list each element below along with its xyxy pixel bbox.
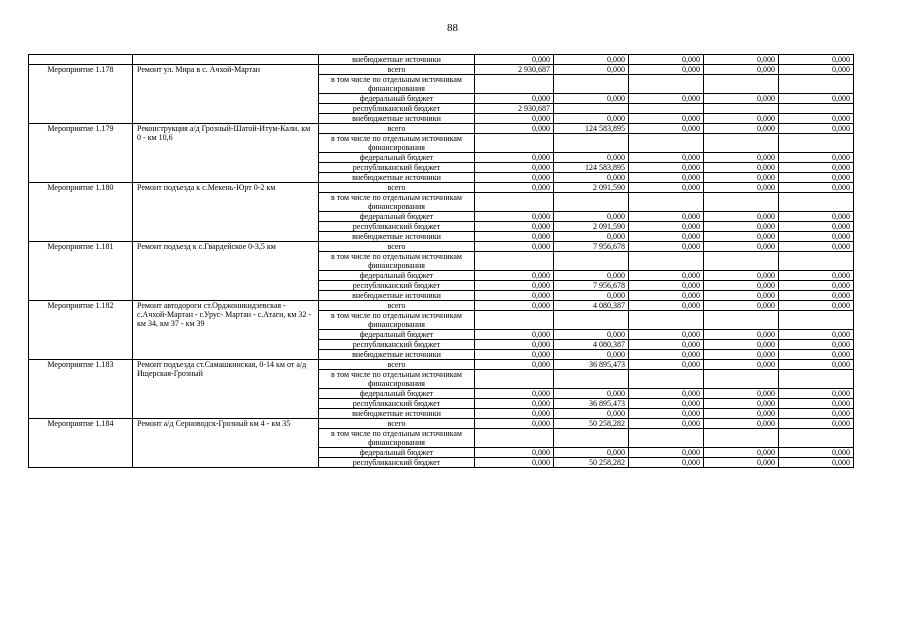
value-cell (475, 75, 554, 94)
value-cell: 0,000 (554, 330, 629, 340)
value-cell: 0,000 (704, 350, 779, 360)
value-cell: 0,000 (629, 212, 704, 222)
value-cell: 0,000 (554, 173, 629, 183)
value-cell: 0,000 (554, 153, 629, 163)
value-cell: 2 091,590 (554, 222, 629, 232)
value-cell: 0,000 (779, 419, 854, 429)
funding-source: федеральный бюджет (319, 389, 475, 399)
funding-source: внебюджетные источники (319, 114, 475, 124)
measure-label: Мероприятие 1.181 (29, 242, 133, 301)
value-cell: 0,000 (475, 409, 554, 419)
funding-source: в том числе по отдельным источникам финансирования (319, 75, 475, 94)
value-cell: 0,000 (475, 448, 554, 458)
value-cell (629, 104, 704, 114)
value-cell: 0,000 (475, 232, 554, 242)
value-cell: 0,000 (629, 330, 704, 340)
value-cell: 0,000 (779, 448, 854, 458)
value-cell: 0,000 (475, 399, 554, 409)
value-cell: 0,000 (704, 65, 779, 75)
value-cell: 0,000 (629, 271, 704, 281)
value-cell: 0,000 (629, 124, 704, 134)
value-cell: 0,000 (704, 173, 779, 183)
budget-table-body (29, 55, 854, 468)
value-cell: 0,000 (629, 173, 704, 183)
value-cell: 0,000 (779, 350, 854, 360)
value-cell (475, 429, 554, 448)
value-cell (475, 370, 554, 389)
measure-title: Ремонт автодороги ст.Орджоникидзевская - с.Ачхой-Мартан - г.Урус- Мартан - с.Атаги, км 32 - км 34, км 37 - км 39 (133, 301, 319, 360)
value-cell: 0,000 (629, 448, 704, 458)
measure-title: Реконструкция а/д Грозный-Шатой-Итум-Кали. км 0 - км 10,6 (133, 124, 319, 183)
value-cell: 0,000 (475, 350, 554, 360)
measure-title: Ремонт подъезда к с.Мекень-Юрт 0-2 км (133, 183, 319, 242)
funding-source-cell: внебюджетные источники (319, 55, 475, 65)
value-cell: 124 583,895 (554, 163, 629, 173)
funding-source: республиканский бюджет (319, 340, 475, 350)
value-cell (779, 134, 854, 153)
value-cell: 0,000 (554, 291, 629, 301)
value-cell: 0,000 (475, 389, 554, 399)
value-cell: 0,000 (779, 330, 854, 340)
funding-source: федеральный бюджет (319, 94, 475, 104)
funding-source: внебюджетные источники (319, 291, 475, 301)
funding-source: всего (319, 360, 475, 370)
funding-source: республиканский бюджет (319, 222, 475, 232)
value-cell: 4 080,387 (554, 301, 629, 311)
value-cell: 0,000 (475, 301, 554, 311)
value-cell (475, 193, 554, 212)
measure-label-cell (29, 55, 133, 65)
value-cell (629, 134, 704, 153)
value-cell: 0,000 (629, 55, 704, 65)
table-row (29, 301, 854, 311)
measure-label: Мероприятие 1.184 (29, 419, 133, 468)
value-cell: 0,000 (779, 409, 854, 419)
value-cell (704, 311, 779, 330)
value-cell: 0,000 (629, 458, 704, 468)
funding-source: в том числе по отдельным источникам финансирования (319, 193, 475, 212)
value-cell: 0,000 (475, 242, 554, 252)
table-row (29, 242, 854, 252)
funding-source: республиканский бюджет (319, 281, 475, 291)
value-cell (629, 252, 704, 271)
value-cell (554, 193, 629, 212)
value-cell: 0,000 (779, 232, 854, 242)
funding-source: всего (319, 183, 475, 193)
measure-title: Ремонт ул. Мира в с. Ачхой-Мартан (133, 65, 319, 124)
value-cell: 0,000 (779, 65, 854, 75)
value-cell: 0,000 (704, 419, 779, 429)
value-cell: 0,000 (779, 458, 854, 468)
value-cell (704, 193, 779, 212)
value-cell: 0,000 (704, 448, 779, 458)
value-cell: 0,000 (779, 360, 854, 370)
funding-source: в том числе по отдельным источникам финансирования (319, 370, 475, 389)
value-cell: 0,000 (704, 409, 779, 419)
value-cell: 4 080,387 (554, 340, 629, 350)
value-cell: 0,000 (779, 94, 854, 104)
value-cell: 0,000 (704, 301, 779, 311)
value-cell: 0,000 (554, 350, 629, 360)
value-cell: 0,000 (704, 360, 779, 370)
value-cell: 0,000 (475, 94, 554, 104)
value-cell: 50 258,282 (554, 458, 629, 468)
value-cell: 0,000 (475, 360, 554, 370)
value-cell (704, 370, 779, 389)
value-cell: 0,000 (554, 114, 629, 124)
value-cell (704, 75, 779, 94)
value-cell: 0,000 (475, 124, 554, 134)
funding-source: всего (319, 301, 475, 311)
funding-source: внебюджетные источники (319, 173, 475, 183)
funding-source: республиканский бюджет (319, 399, 475, 409)
value-cell: 0,000 (704, 163, 779, 173)
value-cell (704, 134, 779, 153)
value-cell: 0,000 (554, 389, 629, 399)
funding-source: федеральный бюджет (319, 212, 475, 222)
value-cell: 0,000 (704, 242, 779, 252)
value-cell: 0,000 (779, 55, 854, 65)
measure-title: Ремонт подъезда ст.Самашкинская, 0-14 км от а/д Ищерская-Грозный (133, 360, 319, 419)
value-cell: 0,000 (629, 232, 704, 242)
value-cell: 0,000 (475, 55, 554, 65)
funding-source: всего (319, 65, 475, 75)
value-cell (475, 311, 554, 330)
value-cell: 0,000 (779, 173, 854, 183)
value-cell: 0,000 (779, 242, 854, 252)
value-cell: 0,000 (554, 271, 629, 281)
value-cell: 0,000 (629, 350, 704, 360)
value-cell: 0,000 (779, 222, 854, 232)
funding-source: федеральный бюджет (319, 330, 475, 340)
value-cell (554, 311, 629, 330)
value-cell (629, 370, 704, 389)
value-cell: 0,000 (475, 173, 554, 183)
value-cell: 0,000 (554, 409, 629, 419)
value-cell (475, 252, 554, 271)
value-cell: 0,000 (704, 94, 779, 104)
value-cell: 0,000 (475, 183, 554, 193)
value-cell: 0,000 (779, 301, 854, 311)
value-cell (629, 193, 704, 212)
value-cell: 7 956,678 (554, 242, 629, 252)
value-cell (779, 75, 854, 94)
value-cell (629, 311, 704, 330)
value-cell: 0,000 (475, 114, 554, 124)
funding-source: федеральный бюджет (319, 271, 475, 281)
value-cell (704, 429, 779, 448)
value-cell: 0,000 (704, 281, 779, 291)
value-cell (554, 75, 629, 94)
value-cell: 0,000 (554, 55, 629, 65)
value-cell: 0,000 (779, 340, 854, 350)
value-cell (779, 104, 854, 114)
value-cell: 0,000 (475, 153, 554, 163)
value-cell: 0,000 (704, 271, 779, 281)
value-cell: 0,000 (629, 114, 704, 124)
value-cell: 0,000 (629, 153, 704, 163)
value-cell: 0,000 (629, 340, 704, 350)
value-cell: 0,000 (554, 212, 629, 222)
value-cell: 0,000 (629, 222, 704, 232)
funding-source: внебюджетные источники (319, 409, 475, 419)
value-cell: 0,000 (629, 183, 704, 193)
page-number: 88 (447, 22, 458, 34)
value-cell: 0,000 (779, 153, 854, 163)
funding-source: в том числе по отдельным источникам финансирования (319, 311, 475, 330)
funding-source: внебюджетные источники (319, 350, 475, 360)
value-cell: 0,000 (704, 55, 779, 65)
value-cell (704, 104, 779, 114)
value-cell: 0,000 (475, 330, 554, 340)
value-cell: 36 895,473 (554, 360, 629, 370)
value-cell: 0,000 (779, 124, 854, 134)
value-cell: 0,000 (779, 271, 854, 281)
value-cell: 0,000 (475, 163, 554, 173)
value-cell: 36 895,473 (554, 399, 629, 409)
value-cell: 0,000 (475, 291, 554, 301)
value-cell: 124 583,895 (554, 124, 629, 134)
value-cell (475, 134, 554, 153)
value-cell: 0,000 (475, 419, 554, 429)
value-cell: 50 258,282 (554, 419, 629, 429)
funding-source: всего (319, 242, 475, 252)
measure-title-cell (133, 55, 319, 65)
measure-label: Мероприятие 1.178 (29, 65, 133, 124)
funding-source: в том числе по отдельным источникам финансирования (319, 429, 475, 448)
funding-source: всего (319, 419, 475, 429)
value-cell: 0,000 (629, 419, 704, 429)
table-row (29, 124, 854, 134)
value-cell (554, 429, 629, 448)
value-cell: 0,000 (779, 114, 854, 124)
measure-title: Ремонт подъезд к с.Гвардейское 0-3,5 км (133, 242, 319, 301)
value-cell: 0,000 (704, 291, 779, 301)
value-cell (779, 252, 854, 271)
value-cell: 0,000 (629, 389, 704, 399)
value-cell: 0,000 (629, 242, 704, 252)
value-cell: 0,000 (475, 212, 554, 222)
table-row (29, 419, 854, 429)
value-cell: 0,000 (475, 340, 554, 350)
table-row (29, 183, 854, 193)
value-cell: 0,000 (475, 281, 554, 291)
measure-label: Мероприятие 1.182 (29, 301, 133, 360)
table-row (29, 65, 854, 75)
value-cell: 0,000 (475, 458, 554, 468)
value-cell: 0,000 (704, 399, 779, 409)
funding-source: в том числе по отдельным источникам финансирования (319, 252, 475, 271)
funding-source: республиканский бюджет (319, 458, 475, 468)
value-cell (629, 429, 704, 448)
value-cell (704, 252, 779, 271)
value-cell: 2 930,687 (475, 65, 554, 75)
funding-source: федеральный бюджет (319, 448, 475, 458)
value-cell: 0,000 (629, 399, 704, 409)
value-cell: 0,000 (629, 65, 704, 75)
value-cell: 0,000 (779, 399, 854, 409)
value-cell: 0,000 (704, 330, 779, 340)
value-cell: 0,000 (629, 281, 704, 291)
value-cell: 0,000 (554, 94, 629, 104)
value-cell: 0,000 (629, 94, 704, 104)
value-cell: 0,000 (704, 124, 779, 134)
value-cell: 0,000 (629, 360, 704, 370)
budget-table (28, 54, 854, 468)
value-cell: 0,000 (779, 389, 854, 399)
value-cell: 0,000 (704, 222, 779, 232)
measure-label: Мероприятие 1.179 (29, 124, 133, 183)
table-row (29, 360, 854, 370)
value-cell (554, 134, 629, 153)
funding-source: федеральный бюджет (319, 153, 475, 163)
value-cell: 0,000 (704, 389, 779, 399)
value-cell (629, 75, 704, 94)
table-row (29, 55, 854, 65)
value-cell: 0,000 (704, 114, 779, 124)
value-cell: 0,000 (629, 301, 704, 311)
value-cell: 0,000 (554, 448, 629, 458)
measure-label: Мероприятие 1.183 (29, 360, 133, 419)
value-cell: 0,000 (779, 163, 854, 173)
value-cell (779, 429, 854, 448)
value-cell: 0,000 (779, 212, 854, 222)
value-cell: 0,000 (704, 153, 779, 163)
value-cell (779, 193, 854, 212)
measure-title: Ремонт а/д Серноводск-Грозный км 4 - км 35 (133, 419, 319, 468)
value-cell: 0,000 (779, 281, 854, 291)
value-cell (554, 104, 629, 114)
funding-source: внебюджетные источники (319, 232, 475, 242)
value-cell: 0,000 (629, 409, 704, 419)
value-cell: 0,000 (779, 291, 854, 301)
value-cell: 0,000 (629, 163, 704, 173)
value-cell: 0,000 (704, 340, 779, 350)
value-cell (554, 252, 629, 271)
value-cell: 0,000 (779, 183, 854, 193)
value-cell: 2 091,590 (554, 183, 629, 193)
measure-label: Мероприятие 1.180 (29, 183, 133, 242)
value-cell: 0,000 (629, 291, 704, 301)
value-cell (779, 370, 854, 389)
funding-source: всего (319, 124, 475, 134)
funding-source: республиканский бюджет (319, 104, 475, 114)
value-cell (554, 370, 629, 389)
value-cell: 0,000 (704, 212, 779, 222)
value-cell: 0,000 (554, 65, 629, 75)
value-cell: 0,000 (554, 232, 629, 242)
funding-source: республиканский бюджет (319, 163, 475, 173)
funding-source: в том числе по отдельным источникам финансирования (319, 134, 475, 153)
value-cell: 0,000 (704, 232, 779, 242)
value-cell: 0,000 (475, 271, 554, 281)
value-cell: 0,000 (475, 222, 554, 232)
value-cell: 7 956,678 (554, 281, 629, 291)
value-cell: 2 930,687 (475, 104, 554, 114)
value-cell (779, 311, 854, 330)
value-cell: 0,000 (704, 183, 779, 193)
value-cell: 0,000 (704, 458, 779, 468)
